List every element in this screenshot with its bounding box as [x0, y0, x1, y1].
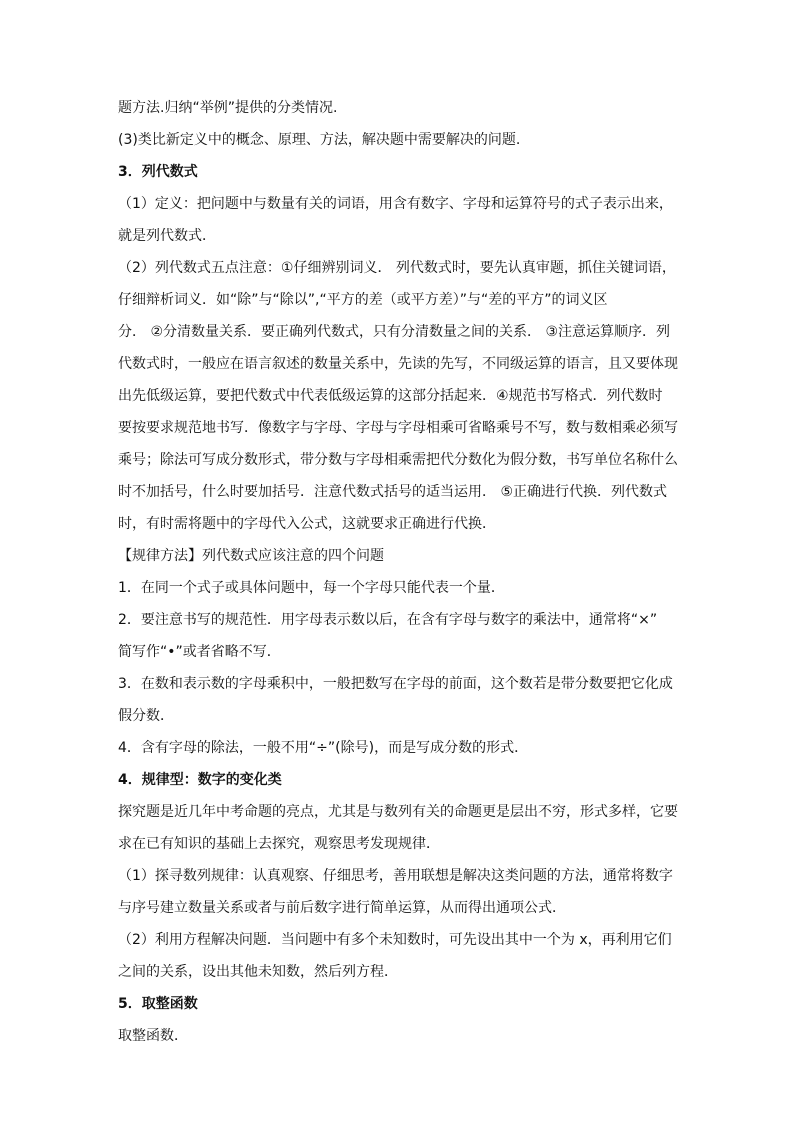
- text-line: 乘号；除法可写成分数形式，带分数与字母相乘需把代分数化为假分数，书写单位名称什么: [118, 452, 678, 468]
- text-line: 之间的关系，设出其他未知数，然后列方程．: [118, 964, 398, 980]
- text-line: 【规律方法】列代数式应该注意的四个问题: [118, 548, 384, 564]
- text-line: 简写作“•”或者省略不写．: [118, 644, 281, 660]
- text-line: 3．在数和表示数的字母乘积中，一般把数写在字母的前面，这个数若是带分数要把它化成: [118, 676, 673, 692]
- section-heading: 3．列代数式: [118, 164, 198, 180]
- section-heading: 5．取整函数: [118, 996, 198, 1012]
- text-line: 时不加括号，什么时要加括号．注意代数式括号的适当运用． ⑤正确进行代换．列代数式: [118, 484, 667, 500]
- text-line: 代数式时，一般应在语言叙述的数量关系中，先读的先写，不同级运算的语言，且又要体现: [118, 356, 678, 372]
- text-line: （1）定义：把问题中与数量有关的词语，用含有数字、字母和运算符号的式子表示出来，: [118, 196, 673, 212]
- text-line: 出先低级运算，要把代数式中代表低级运算的这部分括起来．④规范书写格式．列代数时: [118, 388, 663, 404]
- text-line: 要按要求规范地书写．像数字与字母、字母与字母相乘可省略乘号不写，数与数相乘必须写: [118, 420, 678, 436]
- text-line: 4．含有字母的除法，一般不用“÷”(除号)，而是写成分数的形式．: [118, 740, 529, 756]
- text-line: 题方法.归纳“举例”提供的分类情况.: [118, 100, 338, 116]
- text-line: 探究题是近几年中考命题的亮点，尤其是与数列有关的命题更是层出不穷，形式多样，它要: [118, 804, 678, 820]
- text-line: 1．在同一个式子或具体问题中，每一个字母只能代表一个量．: [118, 580, 505, 596]
- text-line: （2）列代数式五点注意：①仔细辨别词义． 列代数式时，要先认真审题，抓住关键词语，: [118, 260, 676, 276]
- document-body: [118, 98, 678, 1058]
- text-line: 时，有时需将题中的字母代入公式，这就要求正确进行代换．: [118, 516, 496, 532]
- section-heading: 4．规律型：数字的变化类: [118, 772, 282, 788]
- text-line: （1）探寻数列规律：认真观察、仔细思考，善用联想是解决这类问题的方法，通常将数字: [118, 868, 673, 884]
- text-line: 仔细辩析词义．如“除”与“除以”,“平方的差（或平方差）”与“差的平方”的词义区: [118, 292, 608, 308]
- text-line: 与序号建立数量关系或者与前后数字进行简单运算，从而得出通项公式．: [118, 900, 566, 916]
- text-line: 分． ②分清数量关系．要正确列代数式，只有分清数量之间的关系． ③注意运算顺序．列: [118, 324, 670, 340]
- text-line: 求在已有知识的基础上去探究，观察思考发现规律．: [118, 836, 440, 852]
- text-line: 假分数．: [118, 708, 174, 724]
- text-line: 2．要注意书写的规范性．用字母表示数以后，在含有字母与数字的乘法中，通常将“×”: [118, 612, 658, 628]
- text-line: （2）利用方程解决问题．当问题中有多个未知数时，可先设出其中一个为 x，再利用它们: [118, 932, 672, 948]
- text-line: 取整函数．: [118, 1028, 188, 1044]
- text-line: (3)类比新定义中的概念、原理、方法，解决题中需要解决的问题.: [118, 132, 521, 148]
- text-line: 就是列代数式．: [118, 228, 216, 244]
